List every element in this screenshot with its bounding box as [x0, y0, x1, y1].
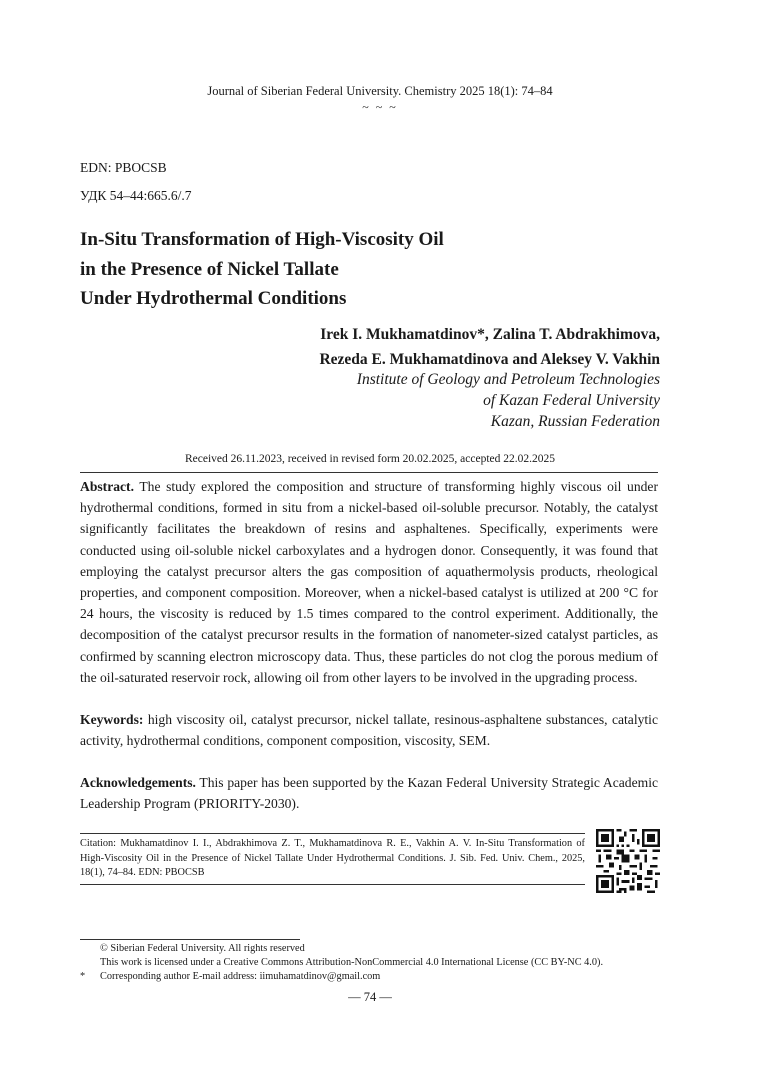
title-line-2: in the Presence of Nickel Tallate [80, 258, 339, 280]
acknowledgements-text: This paper has been supported by the Kazan Federal University Strategic Academic Leadership Program (PRIORITY-2030). [80, 775, 659, 812]
keywords-label: Keywords: [80, 712, 144, 727]
divider-rule [80, 472, 658, 473]
edn-code: EDN: PBOCSB [80, 160, 167, 175]
corresponding-text: Corresponding author E-mail address: iimuhamatdinov@gmail.com [100, 971, 381, 982]
footnote-license [80, 956, 603, 970]
acknowledgements [80, 772, 658, 814]
asterisk-mark: * [80, 971, 86, 982]
author-list [319, 322, 660, 372]
paper-title [80, 225, 444, 314]
affiliation-line-3: Kazan, Russian Federation [490, 413, 660, 430]
acknowledgements-label: Acknowledgements. [80, 775, 196, 790]
license-text: This work is licensed under a Creative Commons Attribution-NonCommercial 4.0 International License (CC BY-NC 4.0). [100, 957, 604, 968]
affiliation-line-2: of Kazan Federal University [483, 392, 660, 409]
affiliation [357, 369, 660, 432]
qr-code-icon [596, 829, 660, 893]
footnote-copyright [80, 942, 305, 956]
citation-rule-bottom [80, 884, 585, 885]
citation-rule-top [80, 833, 585, 834]
authors-line-1: Irek I. Mukhamatdinov*, Zalina T. Abdrakhimova, [320, 326, 660, 343]
journal-header: Journal of Siberian Federal University. Chemistry 2025 18(1): 74–84 [207, 84, 553, 98]
header-separator: ~ ~ ~ [362, 100, 398, 114]
authors-line-2: Rezeda E. Mukhamatdinova and Aleksey V. Vakhin [319, 351, 660, 368]
abstract [80, 476, 658, 688]
footnote-rule [80, 939, 300, 940]
udk-code: УДК 54–44:665.6/.7 [80, 188, 192, 203]
abstract-label: Abstract. [80, 479, 134, 494]
copyright-text: © Siberian Federal University. All rights reserved [100, 943, 305, 954]
keywords [80, 709, 658, 751]
title-line-1: In-Situ Transformation of High-Viscosity Oil [80, 229, 444, 250]
citation: Citation: Mukhamatdinov I. I., Abdrakhimova Z. T., Mukhamatdinova R. E., Vakhin A. V. In-Situ Transformation of High-Viscosity Oil in the Presence of Nickel Tallate Under Hydrothermal Conditions. J. Sib. Fed. Univ. Chem., 2025, 18(1), 74–84. EDN: PBOCSB [80, 838, 585, 878]
affiliation-line-1: Institute of Geology and Petroleum Technologies [356, 371, 660, 388]
page-number: — 74 — [348, 990, 392, 1004]
footnote-corresponding [80, 970, 380, 984]
title-line-3: Under Hydrothermal Conditions [80, 288, 347, 309]
received-dates: Received 26.11.2023, received in revised form 20.02.2025, accepted 22.02.2025 [184, 453, 556, 465]
abstract-text: The study explored the composition and structure of transforming highly viscous oil under hydrothermal conditions, formed in situ from a nickel-based oil-soluble precursor. Notably, the catalyst significantly facilitates the breakdown of resins and asphaltenes. Specifically, experiments were conducted using oil-soluble nickel carboxylates and a hydrogen donor. Consequently, it was found that employing the catalyst precursor alters the gas composition of aquathermolysis products, rheological properties, and component composition. Moreover, when a nickel-based catalyst is utilized at 200 °C for 24 hours, the viscosity is reduced by 1.5 times compared to the control experiment. Additionally, the decomposition of the catalyst precursor results in the formation of nanometer-sized catalyst particles, as confirmed by scanning electron microscopy data. Thus, these particles do not clog the porous medium of the oil-saturated reservoir rock, allowing oil from other layers to be involved in the upgrading process. [80, 479, 658, 685]
keywords-text: high viscosity oil, catalyst precursor, nickel tallate, resinous-asphaltene substances, catalytic activity, hydrothermal conditions, component composition, viscosity, SEM. [80, 712, 658, 749]
